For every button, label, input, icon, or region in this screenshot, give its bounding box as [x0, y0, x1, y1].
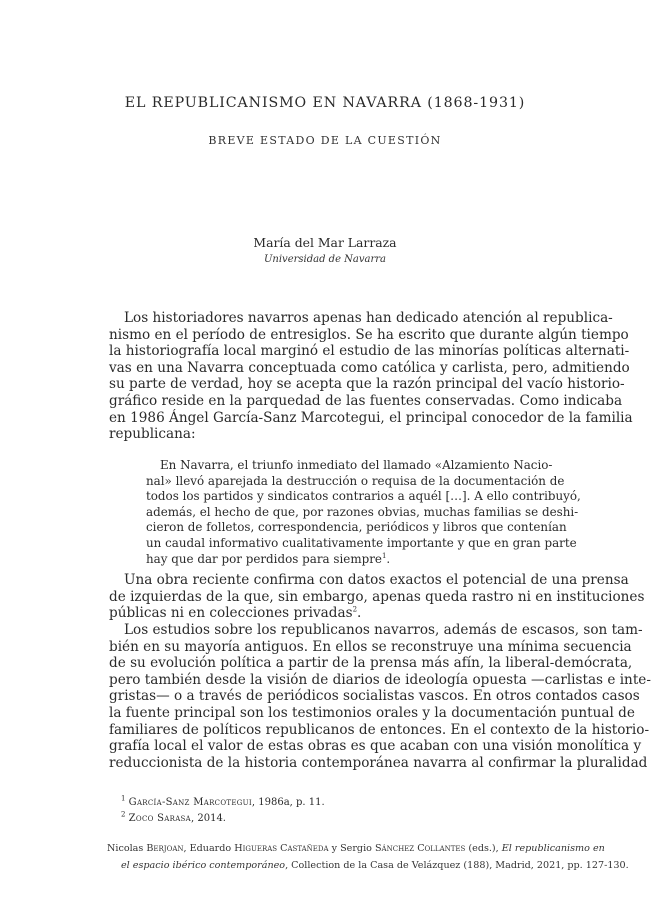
quote-line: además, el hecho de que, por razones obvias, muchas familias se deshi- [146, 504, 579, 519]
body-line: bién en su mayoría antiguos. En ellos se reconstruye una mínima secuencia [109, 638, 632, 655]
quote-line: un caudal informativo cualitativamente importante y que en gran parte [146, 535, 577, 550]
chapter-subtitle: BREVE ESTADO DE LA CUESTIÓN [208, 134, 442, 147]
citation-text: , Eduardo [183, 843, 235, 854]
body-line-last: públicas ni en colecciones privadas$^2$. [109, 605, 362, 622]
editor-name: Higueras Castañeda [234, 843, 329, 854]
body-line: Los estudios sobre los republicanos navarros, además de escasos, son tam- [124, 622, 643, 638]
block-quote [146, 458, 581, 567]
paragraph-2 [109, 572, 645, 622]
footnote-author: Zoco Sarasa [128, 813, 191, 824]
quote-line: todos los partidos y sindicatos contrarios a aquél […]. A ello contribuyó, [146, 489, 581, 504]
body-line: Los historiadores navarros apenas han dedicado atención al republica- [124, 310, 613, 326]
body-line: de izquierdas de la que, sin embargo, apenas queda rastro ni en instituciones [109, 588, 645, 605]
quote-line: En Navarra, el triunfo inmediato del llamado «Alzamiento Nacio- [160, 458, 553, 472]
footnote-ref-2[interactable]: 2 [352, 605, 358, 614]
footnote-text: , 2014. [191, 813, 226, 824]
footnotes [121, 795, 551, 827]
body-line: gristas— o a través de periódicos socialistas vascos. En otros contados casos [109, 688, 640, 705]
chapter-title: EL REPUBLICANISMO EN NAVARRA (1868-1931) [124, 95, 526, 111]
body-line: familiares de políticos republicanos de entonces. En el contexto de la historio- [109, 721, 650, 738]
citation-line-1 [107, 840, 605, 857]
book-title: El republicanismo en [501, 843, 605, 854]
body-line: de su evolución política a partir de la prensa más afín, la liberal-demócrata, [109, 655, 633, 672]
author-name: María del Mar Larraza [253, 235, 397, 250]
author-affiliation: Universidad de Navarra [263, 254, 387, 265]
footnote-1 [121, 795, 551, 811]
body-line: pero también desde la visión de diarios de ideología opuesta —carlistas e inte- [109, 671, 651, 688]
body-line: en 1986 Ángel García-Sanz Marcotegui, el principal conocedor de la familia [109, 409, 633, 426]
book-title: el espacio ibérico contemporáneo [121, 860, 286, 871]
body-text: públicas ni en colecciones privadas [109, 605, 353, 622]
body-line: republicana: [109, 426, 196, 443]
editor-name: Berjoan [146, 843, 184, 854]
body-line: vas en una Navarra conceptuada como católica y carlista, pero, admitiendo [109, 359, 630, 376]
footnote-number: 1 [121, 794, 126, 803]
quote-text: hay que dar por perdidos para siempre [146, 551, 382, 566]
citation-text: , Collection de la Casa de Velázquez (188), Madrid, 2021, pp. 127-130. [285, 860, 629, 871]
quote-line: cieron de folletos, correspondencia, periódicos y libros que contenían [146, 520, 567, 535]
footnote-ref-1[interactable]: 1 [381, 551, 387, 560]
body-line: nismo en el período de entresiglos. Se ha escrito que durante algún tiempo [109, 326, 629, 343]
footnote-text: , 1986a, p. 11. [251, 797, 325, 808]
paragraph-1 [109, 310, 633, 443]
citation-text: Nicolas [107, 843, 147, 854]
body-line: grafía local el valor de estas obras es que acaban con una visión monolítica y [109, 738, 642, 755]
footnote-2 [121, 811, 551, 827]
body-line: reduccionista de la historia contemporánea navarra al confirmar la pluralidad [109, 754, 648, 771]
book-citation [107, 840, 629, 874]
editor-name: Sánchez Collantes [374, 843, 466, 854]
footnote-number: 2 [121, 810, 126, 819]
quote-line-last: hay que dar por perdidos para siempre$^1$. [146, 551, 391, 566]
body-line: su parte de verdad, hoy se acepta que la razón principal del vacío historio- [109, 376, 625, 393]
footnote-author: García-Sanz Marcotegui [128, 797, 252, 808]
body-line: la fuente principal son los testimonios orales y la documentación puntual de [109, 704, 635, 721]
citation-text: (eds.), [465, 843, 502, 854]
citation-line-2 [107, 857, 629, 874]
paragraph-3 [109, 622, 651, 771]
body-line: la historiografía local marginó el estudio de las minorías políticas alternati- [109, 343, 630, 360]
body-line: Una obra reciente confirma con datos exactos el potencial de una prensa [124, 572, 629, 588]
body-line: gráfico reside en la parquedad de las fuentes conservadas. Como indicaba [109, 392, 623, 409]
citation-text: y Sergio [328, 843, 375, 854]
quote-line: nal» llevó aparejada la destrucción o requisa de la documentación de [146, 473, 565, 488]
